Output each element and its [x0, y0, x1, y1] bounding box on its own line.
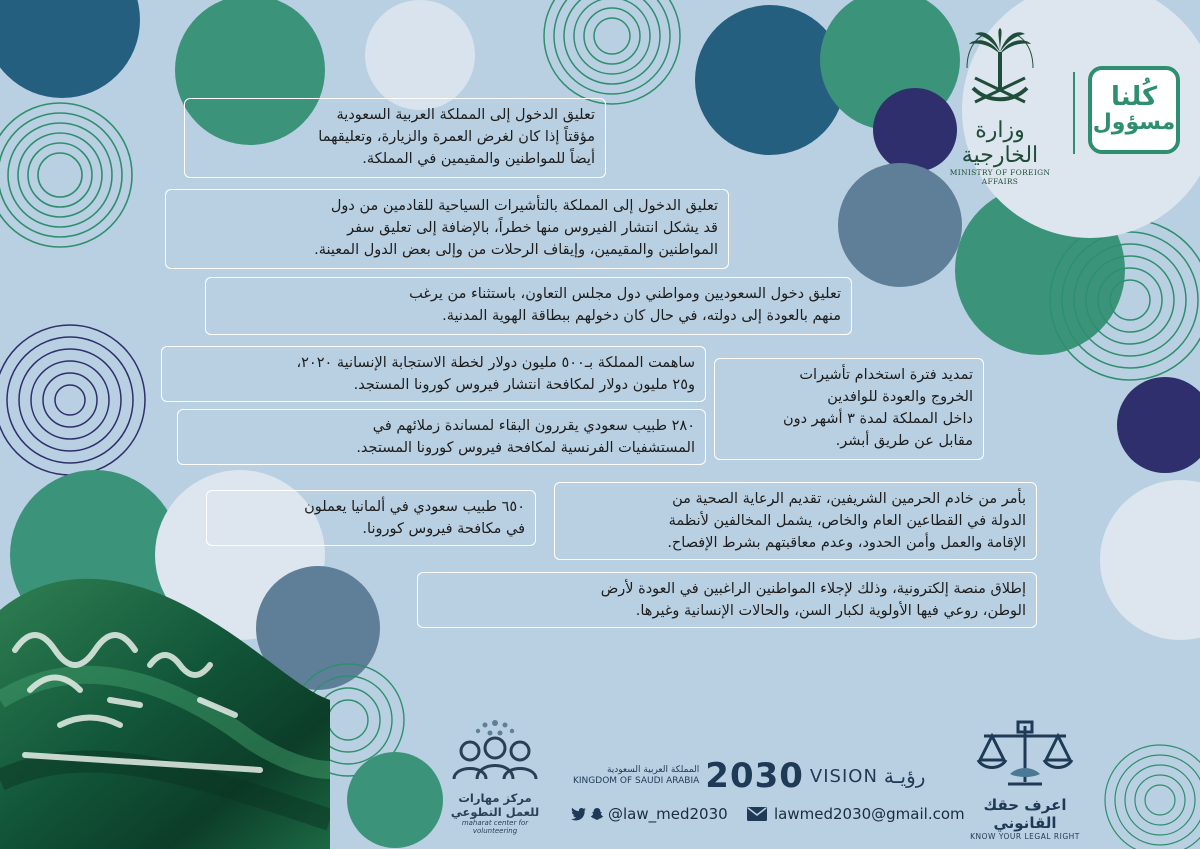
masool-text: مسؤول	[1092, 110, 1176, 135]
legal-name-ar: اعرف حقك القانوني	[983, 796, 1067, 832]
item-doctors-germany	[206, 490, 536, 546]
item-line: الإقامة والعمل وأمن الحدود، وعدم معاقبتهم بشرط الإفصاح.	[667, 535, 1026, 551]
logo-divider	[1073, 72, 1075, 154]
scales-of-justice-icon	[970, 720, 1080, 792]
vision-2030-logo	[573, 756, 925, 796]
vision-number: 2030	[705, 756, 804, 796]
item-line: تعليق الدخول إلى المملكة العربية السعودية	[336, 107, 595, 123]
item-line: بأمر من خادم الحرمين الشريفين، تقديم الرعاية الصحية من	[672, 491, 1026, 507]
snapchat-icon[interactable]	[590, 807, 604, 821]
handle-text[interactable]: @law_med2030	[608, 805, 728, 823]
item-line: تعليق الدخول إلى المملكة بالتأشيرات السياحية للقادمين من دول	[330, 198, 718, 214]
maharat-name-en: maharat center for volunteering	[461, 819, 529, 835]
item-gcc-entry-suspension	[205, 277, 852, 335]
item-line: الخروج والعودة للوافدين	[827, 389, 973, 405]
ministry-name-en: MINISTRY OF FOREIGN AFFAIRS	[949, 168, 1051, 186]
legal-right-logo	[955, 720, 1095, 841]
item-line: منهم بالعودة إلى دولته، في حال كان دخولهم ببطاقة الهوية المدنية.	[442, 308, 841, 324]
item-line: المستشفيات الفرنسية لمكافحة فيروس كورونا المستجد.	[356, 440, 695, 456]
item-line: المواطنين والمقيمين، وإيقاف الرحلات من وإلى بعض الدول المعينة.	[314, 242, 718, 258]
legal-name-en: KNOW YOUR LEGAL RIGHT	[970, 832, 1080, 841]
vision-word: VISION	[809, 765, 878, 787]
volunteer-people-icon	[440, 715, 550, 785]
item-line: الدولة في القطاعين العام والخاص، يشمل المخالفين لأنظمة	[668, 513, 1026, 529]
item-line: قد يشكل انتشار الفيروس منها خطراً، بالإضافة إلى تعليق سفر	[347, 220, 718, 236]
item-line: ٢٨٠ طبيب سعودي يقررون البقاء لمساندة زملائهم في	[372, 418, 695, 434]
email-text[interactable]: lawmed2030@gmail.com	[774, 805, 965, 823]
item-visa-extension	[714, 358, 984, 460]
mail-icon	[746, 806, 768, 822]
ksa-name-en: KINGDOM OF SAUDI ARABIA	[573, 776, 700, 786]
item-line: مؤقتاً إذا كان لغرض العمرة والزيارة، وتعليقهما	[318, 129, 595, 145]
ksa-name-ar: المملكة العربية السعودية	[606, 765, 700, 775]
maharat-name-ar: مركز مهارات للعمل التطوعي	[450, 791, 540, 819]
item-line: أيضاً للمواطنين والمقيمين في المملكة.	[362, 151, 595, 167]
item-healthcare-order	[554, 482, 1037, 560]
kolna-text: كُلنا	[1110, 82, 1158, 112]
ministry-name-ar: وزارة الخارجية	[961, 118, 1039, 168]
maharat-logo	[440, 715, 550, 835]
item-line: ٦٥٠ طبيب سعودي في ألمانيا يعملون	[304, 499, 525, 515]
item-doctors-france	[177, 409, 706, 465]
item-tourist-visa-suspension	[165, 189, 729, 269]
item-line: و٢٥ مليون دولار لمكافحة انتشار فيروس كورونا المستجد.	[353, 377, 695, 393]
item-line: ساهمت المملكة بـ٥٠٠ مليون دولار لخطة الاستجابة الإنسانية ٢٠٢٠،	[296, 355, 695, 371]
item-line: في مكافحة فيروس كورونا.	[362, 521, 525, 537]
item-line: تمديد فترة استخدام تأشيرات	[799, 367, 973, 383]
item-line: الوطن، روعي فيها الأولوية لكبار السن، والحالات الإنسانية وغيرها.	[635, 603, 1026, 619]
item-line: داخل المملكة لمدة ٣ أشهر دون	[782, 411, 973, 427]
twitter-icon[interactable]	[570, 807, 586, 821]
ministry-logo	[938, 28, 1062, 186]
ruya-text: رؤيـة	[883, 764, 926, 788]
item-humanitarian-contribution	[161, 346, 706, 402]
item-umrah-suspension	[184, 98, 606, 178]
item-line: إطلاق منصة إلكترونية، وذلك لإجلاء المواطنين الراغبين في العودة لأرض	[600, 581, 1026, 597]
saudi-emblem-icon	[963, 28, 1037, 112]
kolna-masool-logo	[1088, 66, 1180, 154]
item-evacuation-platform	[417, 572, 1037, 628]
email-contact	[746, 805, 965, 823]
ksa-label	[573, 765, 699, 787]
social-handle	[570, 805, 728, 823]
item-line: تعليق دخول السعوديين ومواطني دول مجلس التعاون، باستثناء من يرغب	[409, 286, 841, 302]
item-line: مقابل عن طريق أبشر.	[835, 433, 973, 449]
